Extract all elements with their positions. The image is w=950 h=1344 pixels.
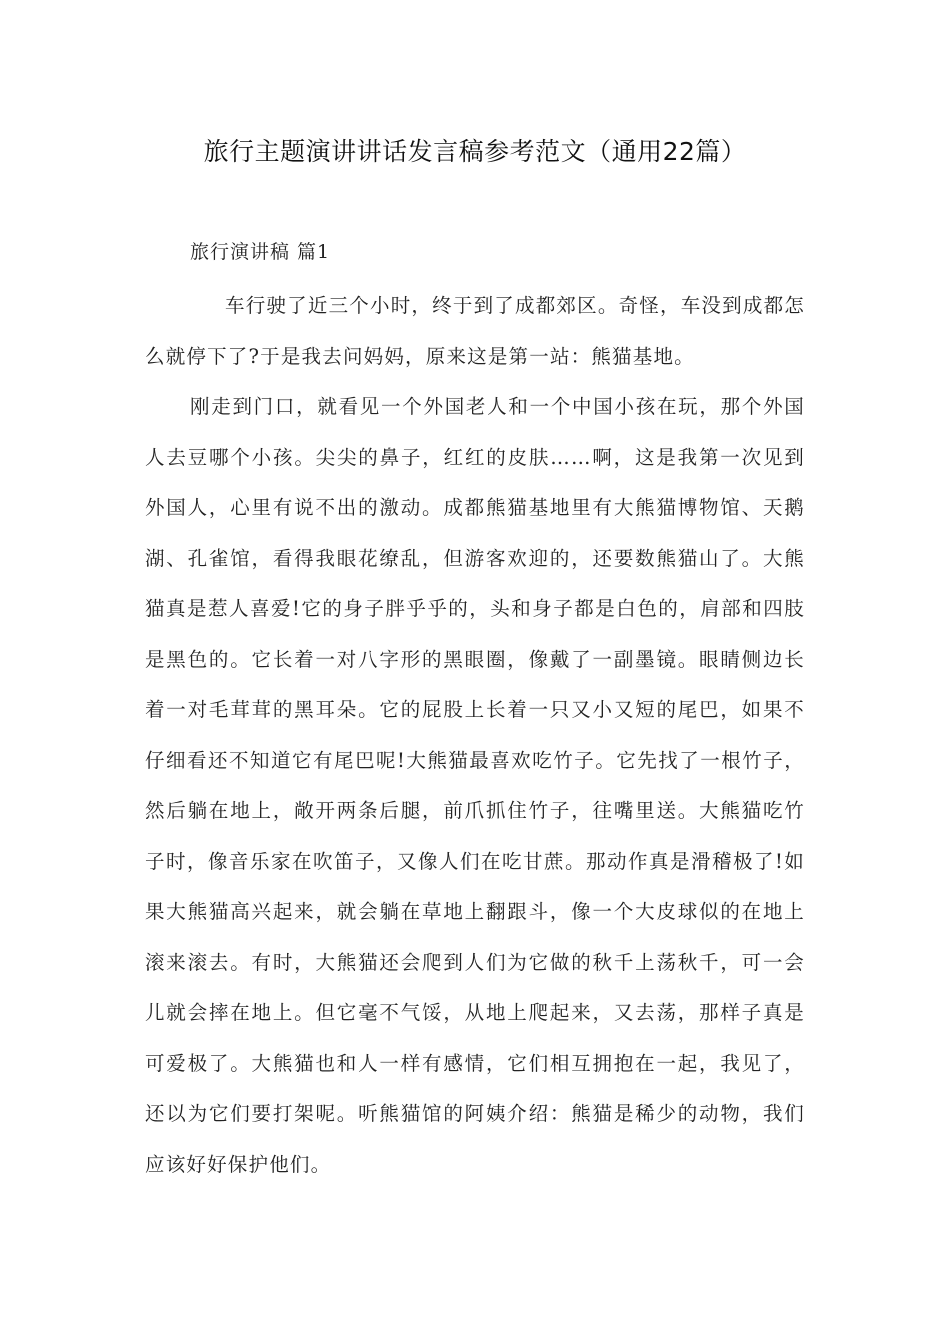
paragraph-2: 刚走到门口，就看见一个外国老人和一个中国小孩在玩，那个外国人去豆哪个小孩。尖尖的鼻子，红红的皮肤……啊，这是我第一次见到外国人，心里有说不出的激动。成都熊猫基地里有大熊猫博物馆、天鹅湖、孔雀馆，看得我眼花缭乱，但游客欢迎的，还要数熊猫山了。大熊猫真是惹人喜爱!它的身子胖乎乎的，头和身子都是白色的，肩部和四肢是黑色的。它长着一对八字形的黑眼圈，像戴了一副墨镜。眼睛侧边长着一对毛茸茸的黑耳朵。它的屁股上长着一只又小又短的尾巴，如果不仔细看还不知道它有尾巴呢!大熊猫最喜欢吃竹子。它先找了一根竹子，然后躺在地上，敞开两条后腿，前爪抓住竹子，往嘴里送。大熊猫吃竹子时，像音乐家在吹笛子，又像人们在吃甘蔗。那动作真是滑稽极了!如果大熊猫高兴起来，就会躺在草地上翻跟斗，像一个大皮球似的在地上滚来滚去。有时，大熊猫还会爬到人们为它做的秋千上荡秋千，可一会儿就会摔在地上。但它毫不气馁，从地上爬起来，又去荡，那样子真是可爱极了。大熊猫也和人一样有感情，它们相互拥抱在一起，我见了，还以为它们要打架呢。听熊猫馆的阿姨介绍：熊猫是稀少的动物，我们应该好好保护他们。 (145, 395, 805, 1176)
document-title: 旅行主题演讲讲话发言稿参考范文（通用22篇） (203, 137, 747, 166)
section-heading: 旅行演讲稿 篇1 (190, 241, 331, 263)
paragraph-1: 车行驶了近三个小时，终于到了成都郊区。奇怪，车没到成都怎么就停下了?于是我去问妈妈，原来这是第一站：熊猫基地。 (145, 294, 805, 368)
